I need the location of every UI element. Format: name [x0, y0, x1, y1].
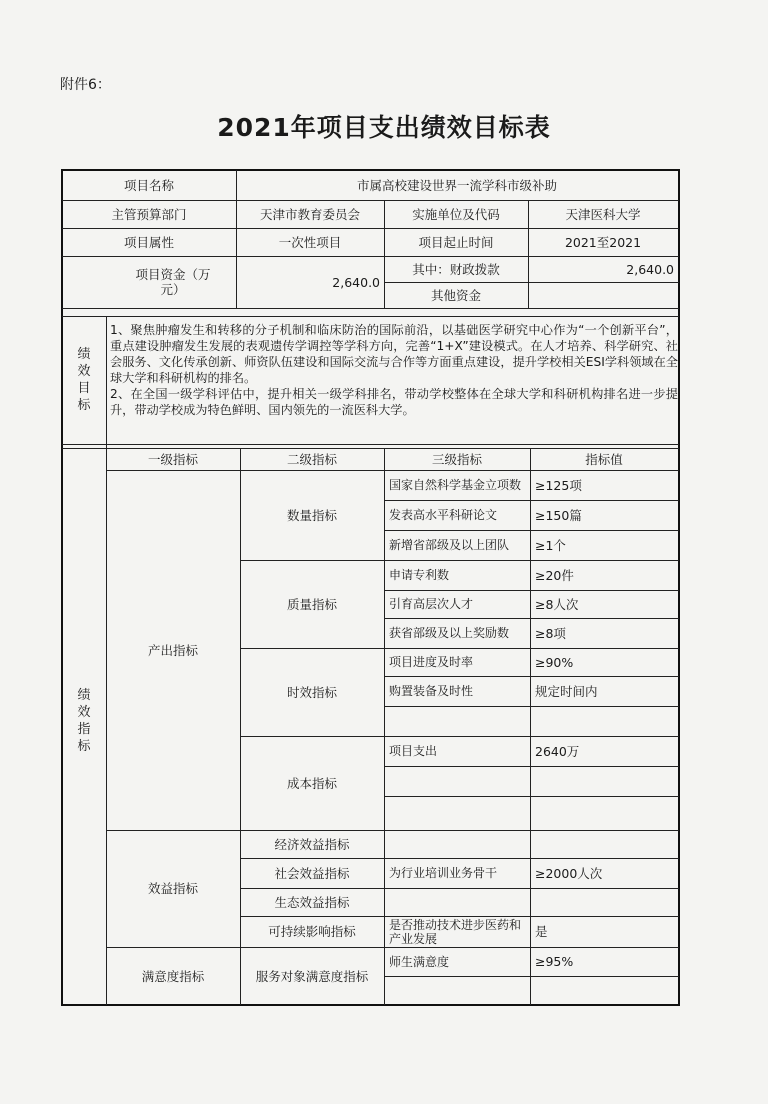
level3-indicator-name: 师生满意度 [389, 954, 450, 969]
level3-indicator-name: 获省部级及以上奖励数 [389, 626, 510, 640]
header-value: 指标值 [585, 451, 623, 467]
cost-indicator: 成本指标 [286, 775, 337, 791]
level3-indicator-name: 发表高水平科研论文 [389, 508, 498, 522]
project-name-value: 市属高校建设世界一流学科市级补助 [356, 177, 557, 193]
benefit-indicator: 效益指标 [147, 881, 198, 896]
level3-indicator-name [384, 766, 530, 796]
grid-line [62, 444, 679, 445]
goal-paragraph-1: 1、聚焦肿瘤发生和转移的分子机制和临床防治的国际前沿，以基础医学研究中心作为“一个创新平台”，重点建设肿瘤发生发展的表观遗传学调控等学科方向，完善“1+X”建设模式。在人才培养、科学研究、社会服务、文化传承创新、师资队伍建设和国际交流与合作等方面重点建设，提升学校相关ESI学科领域在全球大学和科研机构的排名。 [110, 323, 678, 385]
goals-label-cell [62, 316, 106, 444]
indicators-label: 绩效指标 [77, 688, 91, 754]
level3-indicator-name [384, 796, 530, 830]
dept-value: 天津市教育委员会 [259, 206, 360, 222]
level3-indicator-value [530, 830, 678, 858]
level3-indicator-name: 是否推动技术进步医药和产业发展 [389, 917, 522, 946]
grid-line [678, 169, 680, 1006]
impl-label: 实施单位及代码 [412, 206, 500, 222]
dept-label: 主管预算部门 [111, 206, 187, 222]
impl-value: 天津医科大学 [565, 206, 641, 222]
level3-indicator-value [530, 888, 678, 916]
period-label: 项目起止时间 [418, 234, 494, 250]
level3-indicator-name: 引育高层次人才 [389, 597, 474, 611]
period-value: 2021至2021 [564, 234, 642, 250]
social-indicator: 社会效益指标 [274, 865, 350, 881]
fiscal-value: 2,640.0 [626, 261, 674, 277]
level3-indicator-value [530, 706, 678, 736]
level3-indicator-name: 项目支出 [389, 744, 438, 758]
economic-indicator: 经济效益指标 [274, 836, 350, 852]
level3-indicator-name: 新增省部级及以上团队 [389, 538, 510, 552]
annex-label: 附件6： [60, 77, 111, 93]
fiscal-label: 其中：财政拨款 [412, 261, 500, 277]
level3-indicator-name [384, 830, 530, 858]
fund-total: 2,640.0 [332, 274, 380, 290]
grid-line [62, 308, 679, 309]
level3-indicator-name: 申请专利数 [389, 568, 450, 582]
level3-indicator-name: 购置装备及时性 [389, 684, 474, 698]
service-satisfaction-indicator: 服务对象满意度指标 [255, 968, 369, 984]
header-level3: 三级指标 [431, 451, 482, 467]
level3-indicator-value: 2640万 [535, 743, 580, 759]
satisfaction-indicator: 满意度指标 [141, 968, 205, 984]
level3-indicator-value: 是 [535, 924, 548, 939]
other-label: 其他资金 [430, 287, 481, 303]
page-title: 2021年项目支出绩效目标表 [217, 113, 551, 142]
level3-indicator-value [530, 976, 678, 1005]
level3-indicator-value: ≥90% [535, 654, 574, 670]
header-level2: 二级指标 [286, 451, 337, 467]
level3-indicator-name [384, 976, 530, 1005]
level3-indicator-name: 项目进度及时率 [389, 655, 474, 669]
level3-indicator-value: ≥8项 [535, 625, 566, 641]
quality-indicator: 质量指标 [286, 596, 337, 612]
output-indicator: 产出指标 [147, 642, 198, 658]
header-level1: 一级指标 [147, 451, 198, 467]
level3-indicator-value: ≥95% [535, 954, 574, 969]
attr-value: 一次性项目 [278, 234, 342, 250]
level3-indicator-value [530, 796, 678, 830]
goal-paragraph-2: 2、在全国一级学科评估中，提升相关一级学科排名，带动学校整体在全球大学和科研机构排名进一步提升，带动学校成为特色鲜明、国内领先的一流医科大学。 [110, 387, 678, 417]
timeliness-indicator: 时效指标 [286, 684, 337, 700]
project-name-label: 项目名称 [123, 177, 174, 193]
level3-indicator-value: ≥8人次 [535, 596, 579, 612]
grid-line [62, 316, 679, 317]
goals-text [110, 322, 678, 418]
level3-indicator-name [384, 706, 530, 736]
level3-indicator-value: ≥150篇 [535, 507, 582, 523]
indicators-label-cell [62, 448, 106, 994]
level3-indicator-value: ≥2000人次 [535, 865, 603, 881]
level3-indicator-value: ≥125项 [535, 477, 582, 493]
goals-label: 绩效目标 [77, 347, 91, 413]
sustainable-indicator: 可持续影响指标 [268, 924, 356, 939]
other-value [528, 282, 678, 308]
level3-indicator-value: ≥20件 [535, 567, 574, 583]
level3-indicator-name: 为行业培训业务骨干 [389, 866, 498, 880]
level3-indicator-value: 规定时间内 [535, 683, 598, 699]
level3-indicator-value: ≥1个 [535, 537, 566, 553]
attr-label: 项目属性 [123, 234, 174, 250]
level3-indicator-name: 国家自然科学基金立项数 [389, 478, 522, 492]
fund-label: 项目资金（万元） [135, 267, 211, 297]
level3-indicator-value [530, 766, 678, 796]
quantity-indicator: 数量指标 [286, 507, 337, 523]
level3-indicator-name [384, 888, 530, 916]
ecological-indicator: 生态效益指标 [274, 894, 350, 910]
